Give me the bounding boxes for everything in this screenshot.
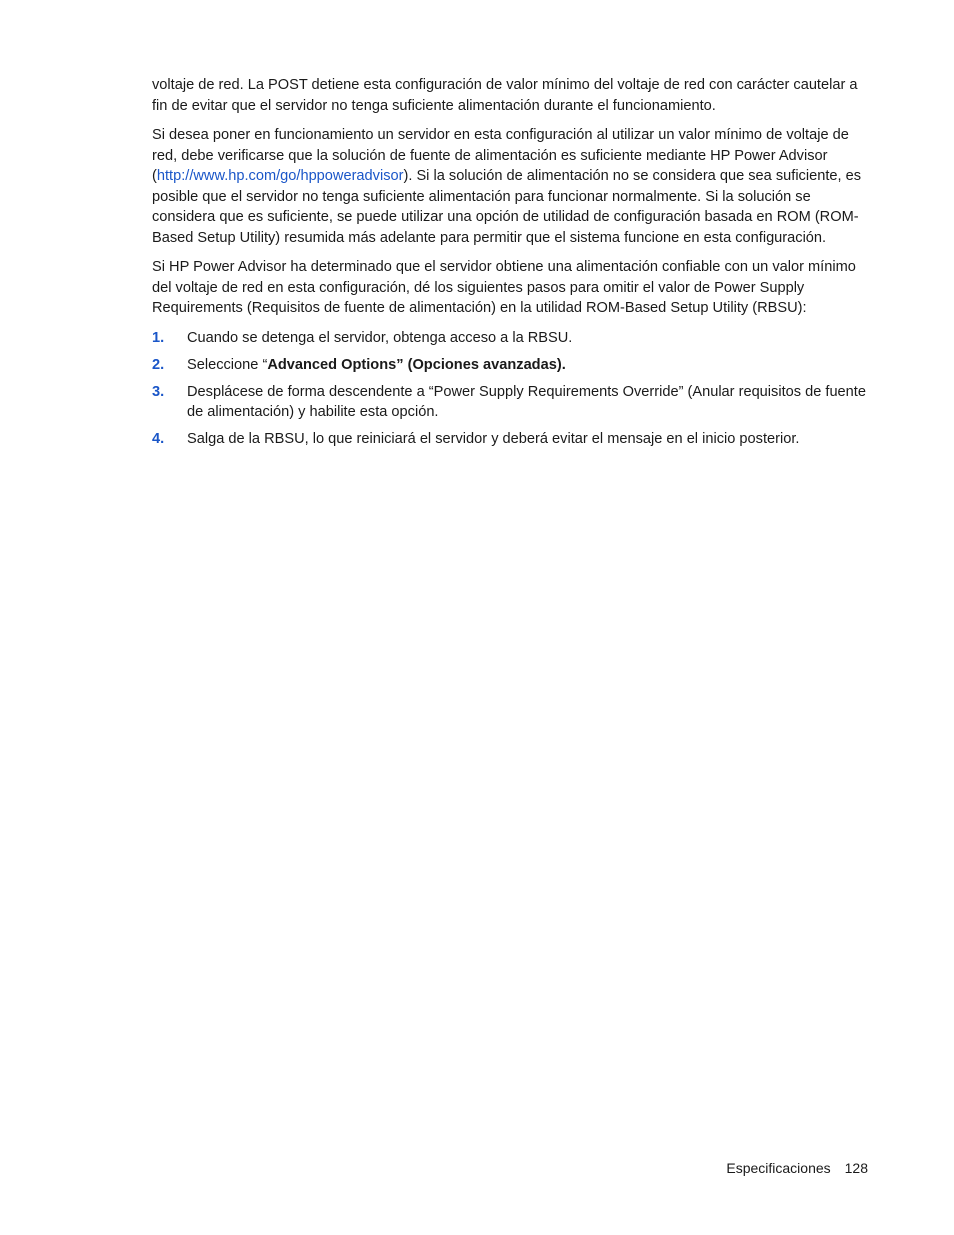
page-footer [726, 1158, 868, 1178]
step-number: 3. [152, 383, 165, 400]
document-body [152, 75, 872, 456]
steps-list [152, 328, 872, 450]
paragraph-intro: voltaje de red. La POST detiene esta configuración de valor mínimo del voltaje de red con carácter cautelar a fin de evitar que el servidor no tenga suficiente alimentación durante el funcionamiento. [152, 77, 858, 114]
list-item [152, 328, 872, 349]
step-text: Salga de la RBSU, lo que reiniciará el servidor y deberá evitar el mensaje en el inicio posterior. [187, 431, 800, 447]
step-text: Desplácese de forma descendente a “Power Supply Requirements Override” (Anular requisitos de fuente de alimentación) y habilite esta opción. [187, 383, 866, 420]
list-item [152, 382, 872, 423]
paragraph-text: ). Si la solución de alimentación no se considera que sea suficiente, es posible que el servidor no tenga suficiente alimentación para funcionar normalmente. Si la solución se considera que es suficiente, se puede utilizar una opción de utilidad de configuración basada en ROM (ROM-Based Setup Utility) resumida más adelante para permitir que el sistema funcione en esta configuración. [152, 168, 862, 246]
step-text: Cuando se detenga el servidor, obtenga acceso a la RBSU. [187, 329, 573, 346]
step-number: 2. [152, 356, 165, 373]
list-item [152, 355, 872, 376]
step-text: Seleccione “ [187, 356, 268, 373]
hp-power-advisor-link[interactable]: http://www.hp.com/go/hppoweradvisor [156, 168, 404, 184]
page-number: 128 [844, 1160, 868, 1176]
step-option-name: Advanced Options” (Opciones avanzadas). [267, 356, 566, 373]
paragraph-text: Si desea poner en funcionamiento un servidor en esta configuración al utilizar un valor mínimo de voltaje de red, debe verificarse que la solución de fuente de alimentación es suficiente mediante HP Power Advisor ( [152, 127, 849, 184]
footer-section-title: Especificaciones [726, 1160, 831, 1176]
paragraph-power-advisor [152, 125, 872, 248]
list-item [152, 429, 872, 450]
paragraph-rbsu-instructions: Si HP Power Advisor ha determinado que el servidor obtiene una alimentación confiable con un valor mínimo del voltaje de red en esta configuración, dé los siguientes pasos para omitir el valor de Power Supply Requirements (Requisitos de fuente de alimentación) en la utilidad ROM-Based Setup Utility (RBSU): [152, 259, 856, 316]
step-number: 4. [152, 431, 165, 447]
step-number: 1. [152, 329, 165, 346]
